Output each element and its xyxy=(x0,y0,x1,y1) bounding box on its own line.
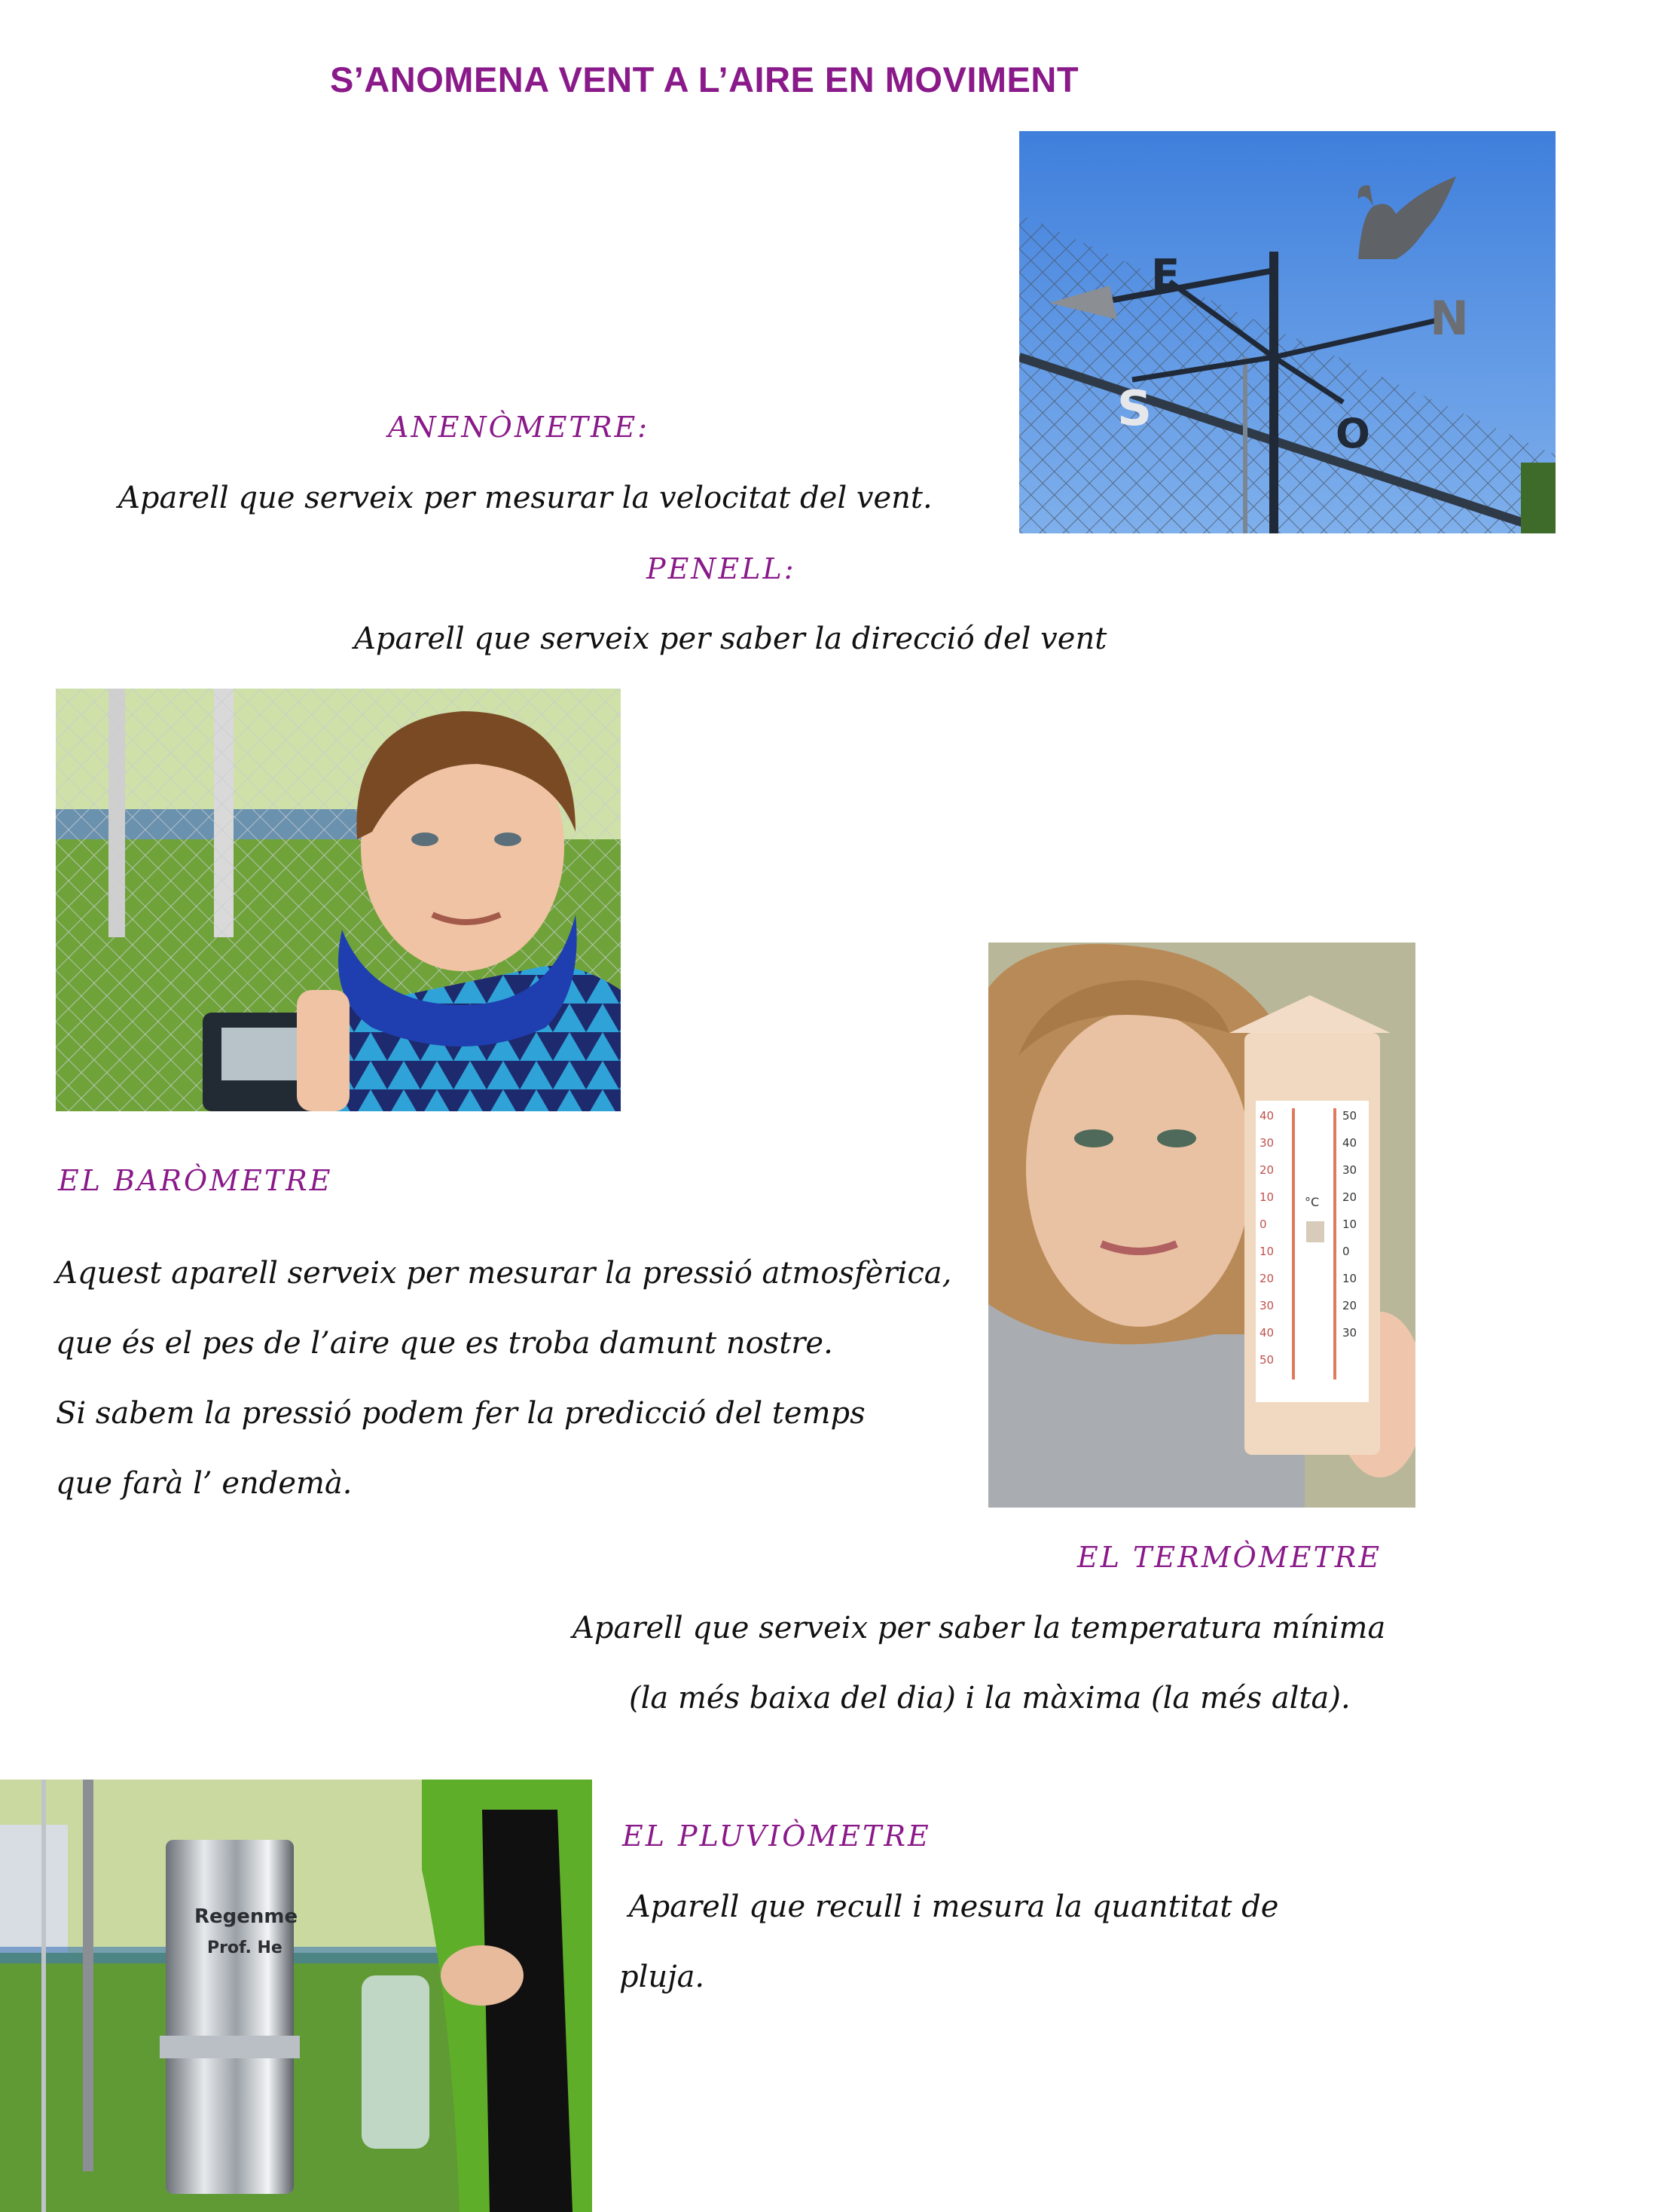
pluviometre-heading: EL PLUVIÒMETRE xyxy=(622,1819,931,1853)
page-title: S’ANOMENA VENT A L’AIRE EN MOVIMENT xyxy=(329,60,1079,99)
thermometer-tick-label: 0 xyxy=(1260,1218,1267,1231)
penell-heading: PENELL: xyxy=(646,552,796,585)
termometre-line-1: Aparell que serveix per saber la temperatura mínima xyxy=(573,1611,1386,1645)
thermometer-device xyxy=(1229,995,1391,1455)
anemometre-text: Aparell que serveix per mesurar la velocitat del vent. xyxy=(118,481,933,515)
vane-letter-s: S xyxy=(1117,381,1153,437)
barometre-heading: EL BARÒMETRE xyxy=(58,1164,333,1197)
can-label-line-1: Regenme xyxy=(194,1905,298,1928)
vane-letter-n: N xyxy=(1430,291,1469,346)
pluviometre-line-2: pluja. xyxy=(619,1960,705,1994)
thermometer-tick-label: 0 xyxy=(1342,1245,1350,1258)
thermometer-photo xyxy=(988,943,1415,1508)
vane-letter-o: O xyxy=(1336,410,1370,457)
thermometer-tick-label: 20 xyxy=(1342,1190,1357,1204)
penell-text: Aparell que serveix per saber la direcció del vent xyxy=(354,622,1107,656)
termometre-heading: EL TERMÒMETRE xyxy=(1077,1541,1382,1574)
thermometer-tick-label: 20 xyxy=(1260,1163,1275,1177)
thermometer-scale-right xyxy=(1342,1109,1357,1340)
thermometer-tick-label: 30 xyxy=(1342,1326,1357,1340)
thermometer-unit: °C xyxy=(1305,1195,1320,1209)
thermometer-tick-label: 40 xyxy=(1260,1109,1275,1123)
thermometer-tick-label: 20 xyxy=(1260,1272,1275,1285)
thermometer-tick-label: 40 xyxy=(1260,1326,1275,1340)
barometre-line-3: Si sabem la pressió podem fer la predicció del temps xyxy=(56,1396,866,1431)
barometre-line-1: Aquest aparell serveix per mesurar la pressió atmosfèrica, xyxy=(56,1256,952,1291)
pluviometre-line-1: Aparell que recull i mesura la quantitat de xyxy=(619,1890,1279,1924)
weathervane-photo xyxy=(1019,131,1556,533)
can-label-line-2: Prof. He xyxy=(207,1939,282,1957)
termometre-line-2: (la més baixa del dia) i la màxima (la més alta). xyxy=(629,1681,1351,1716)
thermometer-tick-label: 10 xyxy=(1342,1218,1357,1231)
anemometer-photo xyxy=(56,689,621,1111)
thermometer-tick-label: 30 xyxy=(1342,1163,1357,1177)
thermometer-tick-label: 30 xyxy=(1260,1136,1275,1150)
thermometer-tick-label: 40 xyxy=(1342,1136,1357,1150)
barometre-line-2: que és el pes de l’aire que es troba damunt nostre. xyxy=(56,1326,833,1361)
barometre-line-4: que farà l’ endemà. xyxy=(56,1466,353,1501)
thermometer-tick-label: 20 xyxy=(1342,1299,1357,1312)
thermometer-tick-label: 10 xyxy=(1260,1245,1275,1258)
thermometer-tick-label: 50 xyxy=(1260,1353,1275,1367)
vane-letter-e: E xyxy=(1151,251,1180,300)
anemometre-heading: ANENÒMETRE: xyxy=(388,411,649,444)
thermometer-tick-label: 10 xyxy=(1260,1190,1275,1204)
thermometer-tick-label: 10 xyxy=(1342,1272,1357,1285)
thermometer-tick-label: 30 xyxy=(1260,1299,1275,1312)
thermometer-tick-label: 50 xyxy=(1342,1109,1357,1123)
raingauge-photo xyxy=(0,1780,592,2212)
